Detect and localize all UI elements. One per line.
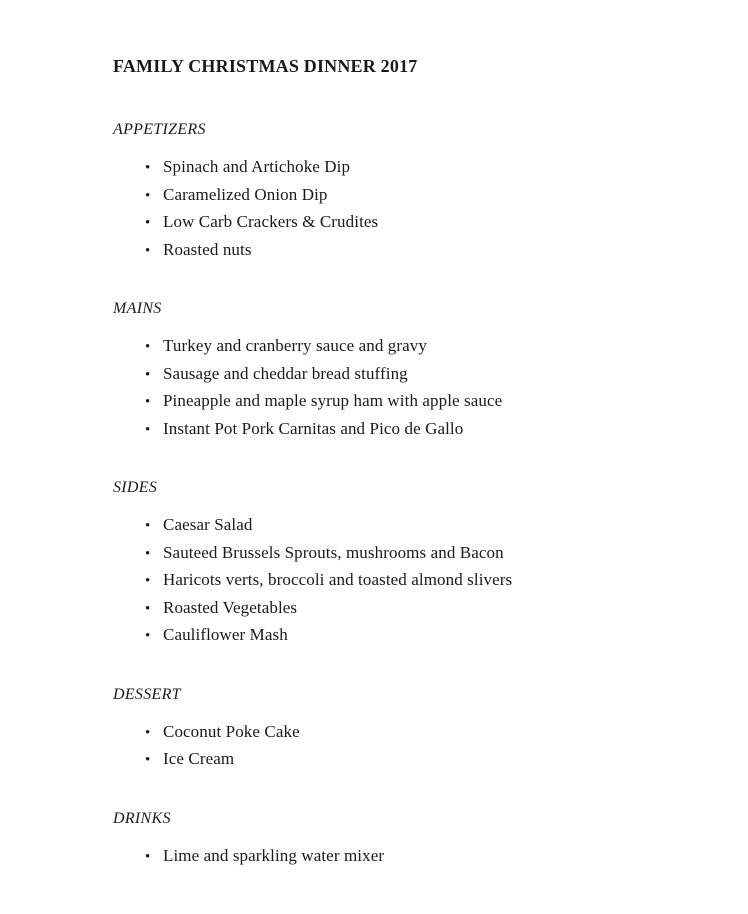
list-item-text: Haricots verts, broccoli and toasted almond slivers [163, 570, 513, 589]
bullet-icon: • [145, 752, 151, 768]
section-heading: SIDES [113, 479, 158, 496]
section-mains [113, 300, 688, 443]
list-item-text: Pineapple and maple syrup ham with apple sauce [163, 391, 503, 410]
menu-list [113, 843, 688, 871]
list-item-text: Cauliflower Mash [163, 625, 288, 644]
section-heading: MAINS [113, 300, 162, 317]
bullet-icon: • [145, 394, 151, 410]
section-heading: DRINKS [113, 809, 171, 827]
bullet-icon: • [145, 421, 151, 438]
bullet-icon: • [145, 366, 151, 383]
section-dessert [113, 686, 688, 774]
section-heading: DESSERT [113, 685, 181, 703]
bullet-icon: • [145, 628, 151, 644]
list-item-text: Roasted nuts [163, 239, 252, 259]
section-appetizers [113, 121, 688, 264]
list-item-text: Roasted Vegetables [163, 597, 298, 617]
list-item [145, 512, 688, 540]
bullet-icon: • [145, 339, 151, 355]
list-item [145, 154, 688, 182]
list-item [145, 719, 688, 747]
list-item [145, 622, 688, 650]
list-item-text: Low Carb Crackers & Crudites [163, 212, 379, 231]
bullet-icon: • [145, 724, 151, 741]
list-item [145, 388, 688, 416]
list-item [145, 416, 688, 444]
list-item [145, 182, 688, 210]
list-item [145, 595, 688, 623]
list-item-text: Coconut Poke Cake [163, 721, 300, 741]
bullet-icon: • [145, 187, 151, 204]
section-sides [113, 479, 688, 650]
list-item [145, 746, 688, 774]
bullet-icon: • [145, 573, 151, 589]
menu-list [113, 512, 688, 650]
list-item [145, 843, 688, 871]
bullet-icon: • [145, 545, 151, 562]
section-drinks [113, 810, 688, 871]
list-item-text: Turkey and cranberry sauce and gravy [163, 336, 428, 355]
list-item [145, 209, 688, 237]
list-item [145, 333, 688, 361]
menu-list [113, 333, 688, 443]
list-item-text: Caesar Salad [163, 515, 253, 534]
bullet-icon: • [145, 160, 151, 176]
bullet-icon: • [145, 518, 151, 534]
list-item [145, 540, 688, 568]
bullet-icon: • [145, 242, 151, 259]
list-item-text: Sauteed Brussels Sprouts, mushrooms and Bacon [163, 542, 504, 562]
list-item-text: Sausage and cheddar bread stuffing [163, 363, 408, 383]
list-item-text: Spinach and Artichoke Dip [163, 157, 351, 176]
list-item [145, 237, 688, 265]
menu-list [113, 154, 688, 264]
menu-list [113, 719, 688, 774]
bullet-icon: • [145, 600, 151, 617]
list-item-text: Caramelized Onion Dip [163, 184, 328, 204]
section-heading: APPETIZERS [113, 121, 206, 138]
list-item [145, 567, 688, 595]
list-item-text: Ice Cream [163, 749, 235, 768]
document-title: FAMILY CHRISTMAS DINNER 2017 [113, 56, 418, 76]
list-item [145, 361, 688, 389]
bullet-icon: • [145, 848, 151, 865]
list-item-text: Lime and sparkling water mixer [163, 845, 385, 865]
bullet-icon: • [145, 215, 151, 231]
list-item-text: Instant Pot Pork Carnitas and Pico de Gallo [163, 418, 464, 438]
